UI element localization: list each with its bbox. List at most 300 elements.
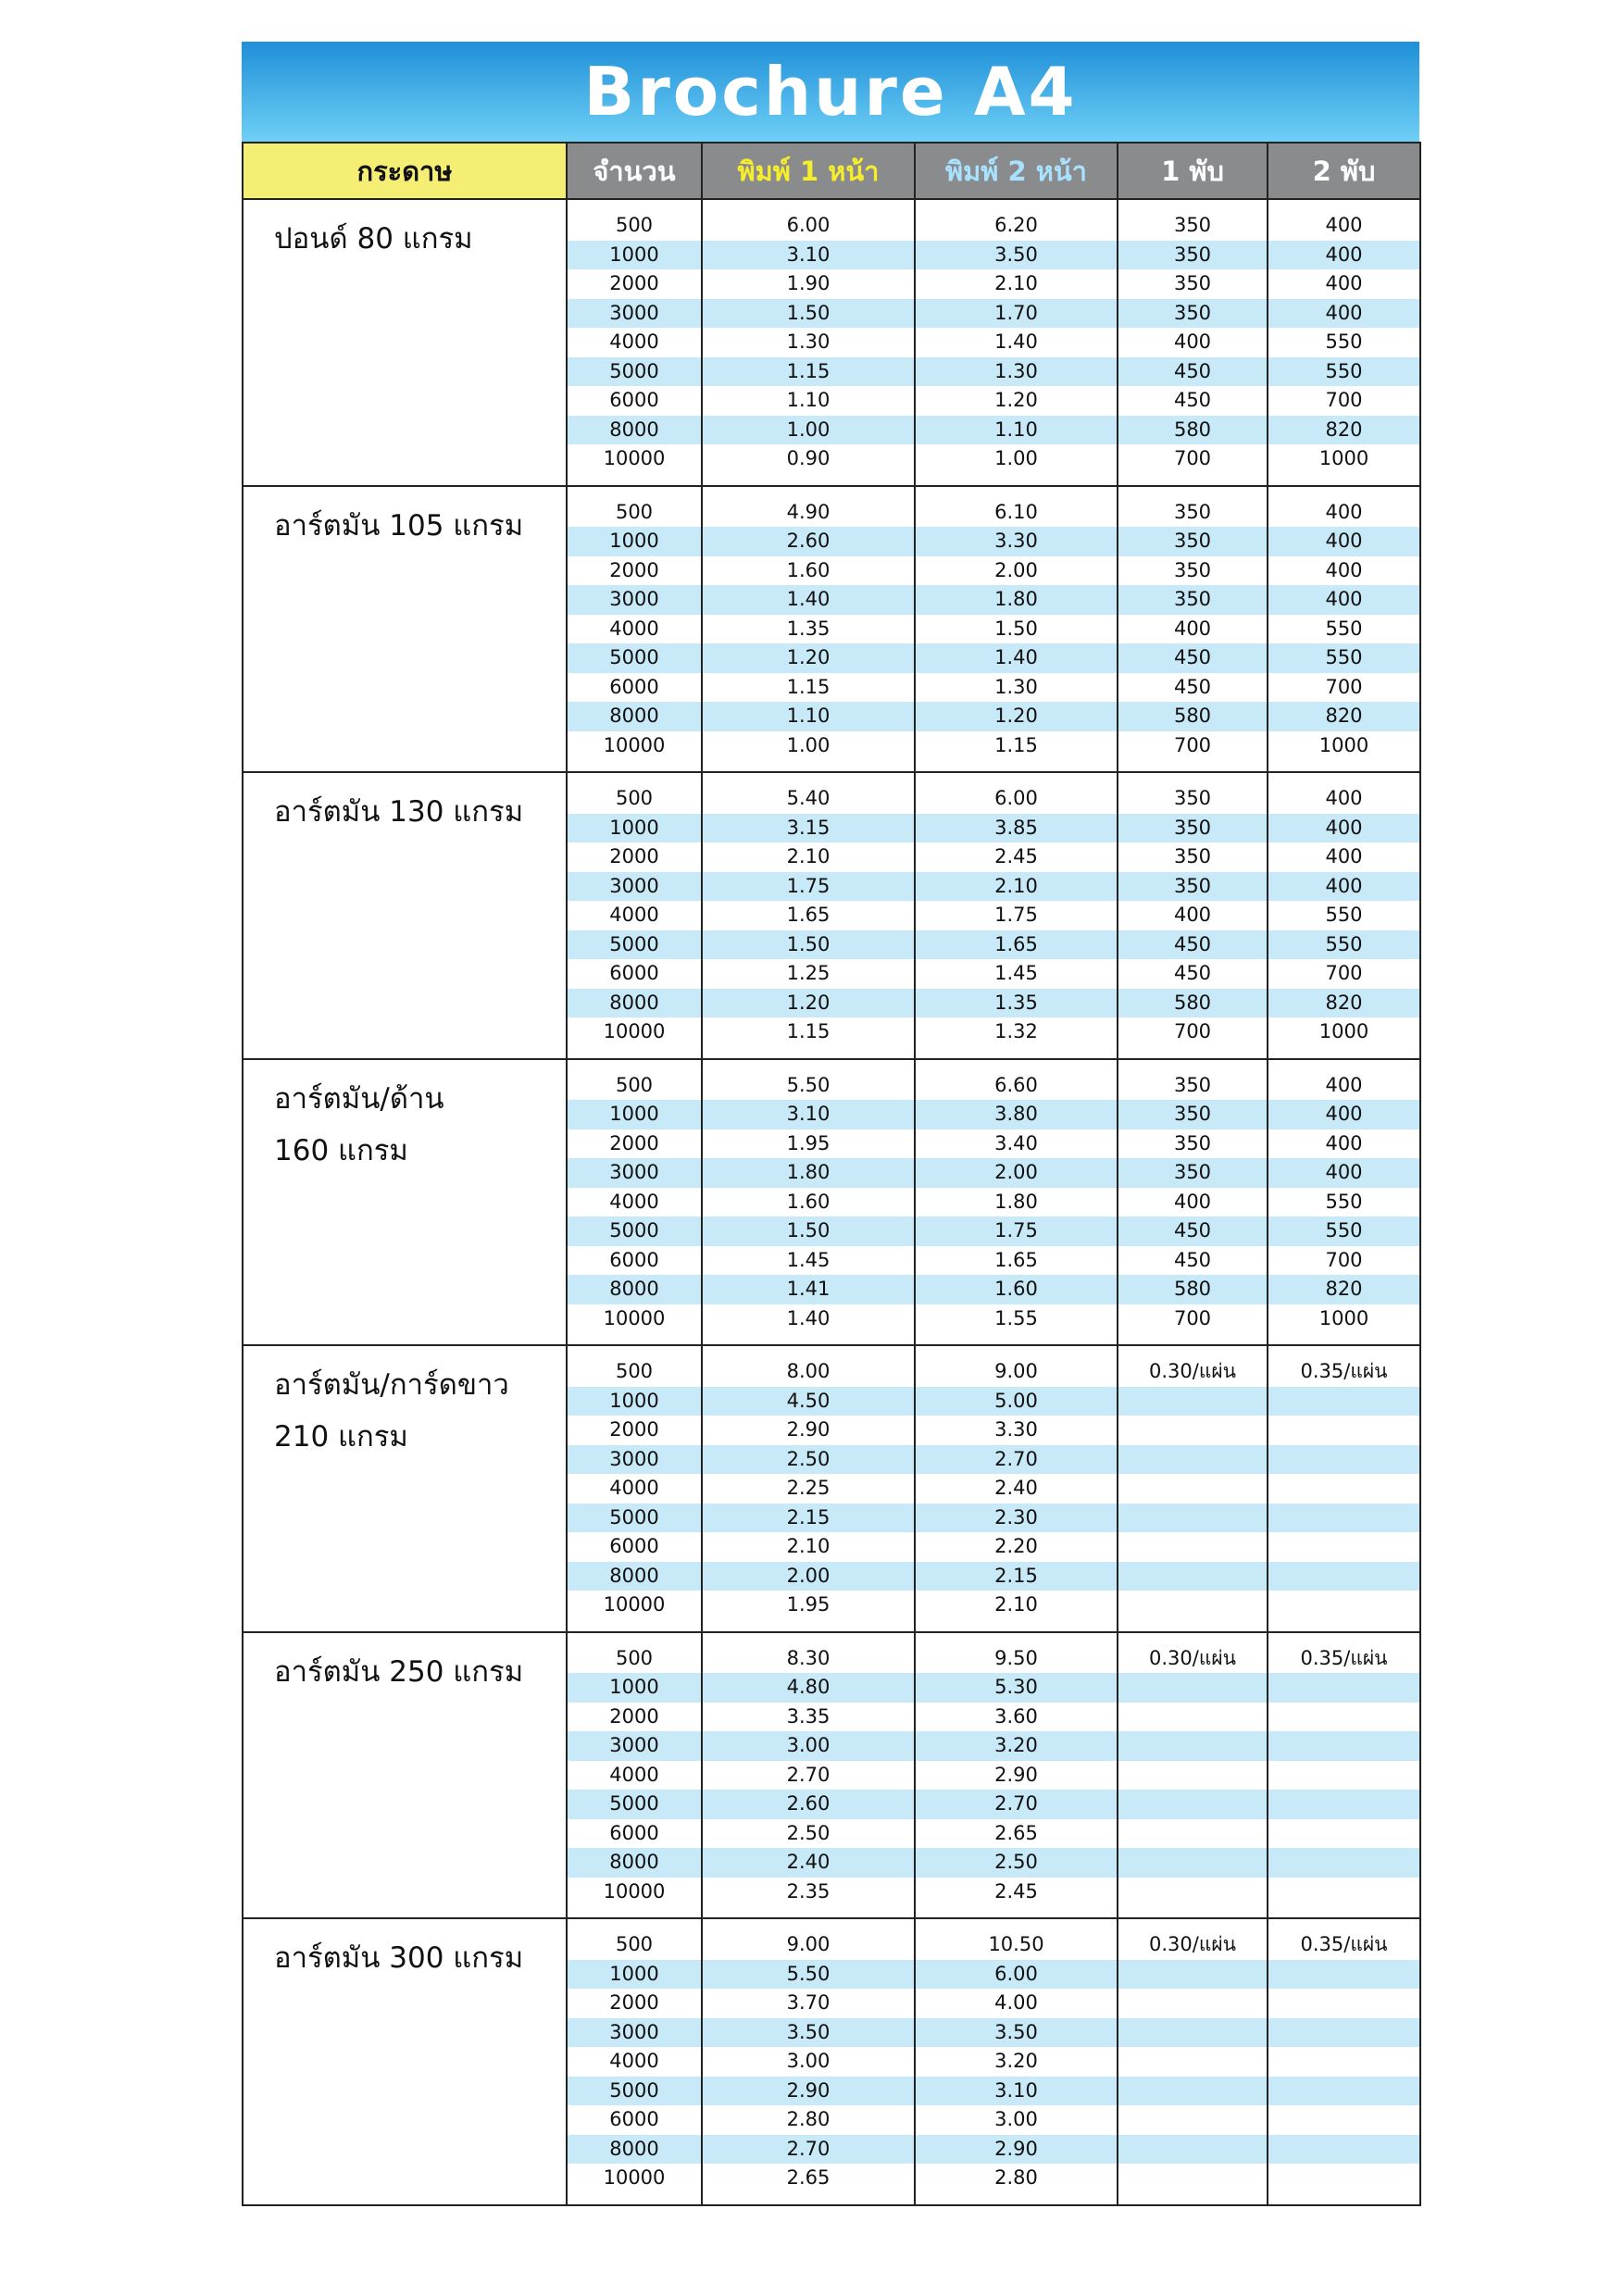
print-one-side-cell: 3.50 (702, 2018, 915, 2048)
print-two-sides-cell: 3.20 (915, 2047, 1118, 2077)
print-two-sides-cell: 2.00 (915, 1158, 1118, 1188)
print-two-sides-cell: 3.20 (915, 1731, 1118, 1761)
quantity-cell: 5000 (567, 1504, 702, 1533)
print-one-side-cell: 4.80 (702, 1673, 915, 1703)
one-fold-cell (1118, 1731, 1268, 1761)
quantity-cell: 2000 (567, 842, 702, 872)
one-fold-cell: 400 (1118, 1188, 1268, 1217)
paper-type-label: อาร์ตมัน 250 แกรม (274, 1654, 524, 1689)
print-one-side-cell: 3.00 (702, 1731, 915, 1761)
two-fold-cell: 400 (1268, 486, 1420, 528)
two-fold-cell: 400 (1268, 1158, 1420, 1188)
quantity-cell: 6000 (567, 673, 702, 703)
print-one-side-cell: 3.35 (702, 1703, 915, 1732)
one-fold-cell: 450 (1118, 1246, 1268, 1276)
two-fold-cell: 400 (1268, 842, 1420, 872)
paper-type-label: อาร์ตมัน 300 แกรม (274, 1941, 524, 1975)
paper-type-cell (243, 1059, 567, 1346)
quantity-cell: 8000 (567, 702, 702, 731)
one-fold-cell: 450 (1118, 959, 1268, 989)
two-fold-cell (1268, 1591, 1420, 1632)
print-one-side-cell: 1.15 (702, 1017, 915, 1059)
one-fold-cell (1118, 1387, 1268, 1416)
two-fold-cell (1268, 1989, 1420, 2018)
print-one-side-cell: 1.50 (702, 930, 915, 960)
one-fold-cell (1118, 1960, 1268, 1990)
quantity-cell: 4000 (567, 1188, 702, 1217)
one-fold-cell: 350 (1118, 299, 1268, 329)
print-two-sides-cell: 2.70 (915, 1790, 1118, 1819)
print-two-sides-cell: 2.00 (915, 556, 1118, 586)
two-fold-cell (1268, 1819, 1420, 1849)
quantity-cell: 500 (567, 772, 702, 814)
one-fold-cell: 350 (1118, 241, 1268, 270)
table-row (243, 1059, 1420, 1101)
two-fold-cell (1268, 1960, 1420, 1990)
print-two-sides-cell: 2.45 (915, 1878, 1118, 1919)
one-fold-cell (1118, 1504, 1268, 1533)
print-two-sides-cell: 1.30 (915, 673, 1118, 703)
two-fold-cell (1268, 1474, 1420, 1504)
quantity-cell: 6000 (567, 1246, 702, 1276)
quantity-cell: 3000 (567, 872, 702, 902)
print-two-sides-cell: 1.75 (915, 1217, 1118, 1246)
print-two-sides-cell: 2.65 (915, 1819, 1118, 1849)
print-one-side-cell: 2.90 (702, 1416, 915, 1445)
print-one-side-cell: 1.41 (702, 1275, 915, 1304)
one-fold-cell (1118, 2164, 1268, 2205)
quantity-cell: 10000 (567, 731, 702, 773)
two-fold-cell (1268, 2047, 1420, 2077)
two-fold-cell: 400 (1268, 1100, 1420, 1129)
two-fold-cell (1268, 1703, 1420, 1732)
print-one-side-cell: 1.15 (702, 673, 915, 703)
print-one-side-cell: 1.30 (702, 328, 915, 357)
two-fold-cell: 820 (1268, 702, 1420, 731)
print-two-sides-cell: 1.55 (915, 1304, 1118, 1346)
print-two-sides-cell: 3.50 (915, 2018, 1118, 2048)
one-fold-cell: 700 (1118, 731, 1268, 773)
print-one-side-cell: 2.15 (702, 1504, 915, 1533)
print-one-side-cell: 1.35 (702, 615, 915, 644)
print-two-sides-cell: 6.20 (915, 199, 1118, 241)
print-two-sides-cell: 1.80 (915, 585, 1118, 615)
print-two-sides-cell: 3.30 (915, 1416, 1118, 1445)
print-one-side-cell: 1.60 (702, 556, 915, 586)
one-fold-cell: 580 (1118, 416, 1268, 445)
print-one-side-cell: 2.35 (702, 1878, 915, 1919)
print-two-sides-cell: 6.10 (915, 486, 1118, 528)
quantity-cell: 3000 (567, 299, 702, 329)
quantity-cell: 2000 (567, 1416, 702, 1445)
print-one-side-cell: 5.50 (702, 1960, 915, 1990)
quantity-cell: 1000 (567, 814, 702, 843)
one-fold-cell: 350 (1118, 527, 1268, 556)
quantity-cell: 3000 (567, 1445, 702, 1475)
quantity-cell: 5000 (567, 1790, 702, 1819)
print-two-sides-cell: 2.40 (915, 1474, 1118, 1504)
print-two-sides-cell: 1.75 (915, 901, 1118, 930)
one-fold-cell (1118, 2135, 1268, 2165)
quantity-cell: 500 (567, 486, 702, 528)
print-two-sides-cell: 2.30 (915, 1504, 1118, 1533)
header-paper: กระดาษ (243, 143, 567, 199)
quantity-cell: 4000 (567, 1474, 702, 1504)
one-fold-cell: 350 (1118, 1100, 1268, 1129)
two-fold-cell: 400 (1268, 556, 1420, 586)
one-fold-cell (1118, 1848, 1268, 1878)
print-one-side-cell: 1.40 (702, 1304, 915, 1346)
print-two-sides-cell: 5.00 (915, 1387, 1118, 1416)
print-two-sides-cell: 2.50 (915, 1848, 1118, 1878)
two-fold-cell: 400 (1268, 872, 1420, 902)
quantity-cell: 5000 (567, 357, 702, 387)
print-one-side-cell: 2.50 (702, 1445, 915, 1475)
print-one-side-cell: 5.40 (702, 772, 915, 814)
quantity-cell: 3000 (567, 2018, 702, 2048)
one-fold-cell: 580 (1118, 1275, 1268, 1304)
one-fold-cell (1118, 1819, 1268, 1849)
quantity-cell: 10000 (567, 1591, 702, 1632)
two-fold-cell (1268, 1848, 1420, 1878)
one-fold-cell: 350 (1118, 772, 1268, 814)
one-fold-cell: 700 (1118, 444, 1268, 486)
print-one-side-cell: 2.70 (702, 1761, 915, 1791)
two-fold-cell: 0.35/แผ่น (1268, 1918, 1420, 1960)
table-row (243, 1918, 1420, 1960)
two-fold-cell: 550 (1268, 328, 1420, 357)
two-fold-cell: 550 (1268, 1217, 1420, 1246)
one-fold-cell: 0.30/แผ่น (1118, 1632, 1268, 1674)
one-fold-cell (1118, 1445, 1268, 1475)
two-fold-cell: 1000 (1268, 731, 1420, 773)
two-fold-cell (1268, 1731, 1420, 1761)
quantity-cell: 500 (567, 1059, 702, 1101)
quantity-cell: 8000 (567, 416, 702, 445)
print-one-side-cell: 1.40 (702, 585, 915, 615)
print-one-side-cell: 1.95 (702, 1129, 915, 1159)
paper-type-label: 160 แกรม (274, 1133, 408, 1167)
print-one-side-cell: 4.50 (702, 1387, 915, 1416)
print-one-side-cell: 1.50 (702, 299, 915, 329)
print-one-side-cell: 9.00 (702, 1918, 915, 1960)
two-fold-cell: 400 (1268, 199, 1420, 241)
print-one-side-cell: 2.60 (702, 1790, 915, 1819)
one-fold-cell: 350 (1118, 872, 1268, 902)
quantity-cell: 8000 (567, 989, 702, 1018)
print-one-side-cell: 2.70 (702, 2135, 915, 2165)
two-fold-cell (1268, 1761, 1420, 1791)
paper-type-cell (243, 1345, 567, 1632)
print-one-side-cell: 2.25 (702, 1474, 915, 1504)
one-fold-cell (1118, 2018, 1268, 2048)
header-one-fold: 1 พับ (1118, 143, 1268, 199)
paper-type-cell (243, 1632, 567, 1919)
one-fold-cell: 400 (1118, 901, 1268, 930)
quantity-cell: 3000 (567, 1158, 702, 1188)
quantity-cell: 6000 (567, 1819, 702, 1849)
print-two-sides-cell: 1.00 (915, 444, 1118, 486)
one-fold-cell: 450 (1118, 386, 1268, 416)
print-two-sides-cell: 6.00 (915, 772, 1118, 814)
header-row (243, 143, 1420, 199)
print-one-side-cell: 1.65 (702, 901, 915, 930)
print-two-sides-cell: 1.20 (915, 702, 1118, 731)
price-sheet (242, 42, 1419, 2206)
quantity-cell: 1000 (567, 1960, 702, 1990)
print-one-side-cell: 1.25 (702, 959, 915, 989)
two-fold-cell: 550 (1268, 1188, 1420, 1217)
two-fold-cell: 400 (1268, 527, 1420, 556)
print-two-sides-cell: 5.30 (915, 1673, 1118, 1703)
quantity-cell: 10000 (567, 1017, 702, 1059)
print-two-sides-cell: 2.45 (915, 842, 1118, 872)
two-fold-cell (1268, 2105, 1420, 2135)
print-one-side-cell: 5.50 (702, 1059, 915, 1101)
quantity-cell: 6000 (567, 386, 702, 416)
print-two-sides-cell: 3.00 (915, 2105, 1118, 2135)
header-print-two-sides: พิมพ์ 2 หน้า (915, 143, 1118, 199)
table-row (243, 486, 1420, 528)
print-one-side-cell: 1.75 (702, 872, 915, 902)
print-two-sides-cell: 2.90 (915, 2135, 1118, 2165)
print-two-sides-cell: 4.00 (915, 1989, 1118, 2018)
two-fold-cell: 0.35/แผ่น (1268, 1632, 1420, 1674)
two-fold-cell: 400 (1268, 299, 1420, 329)
paper-type-label: 210 แกรม (274, 1420, 408, 1454)
one-fold-cell: 350 (1118, 842, 1268, 872)
one-fold-cell (1118, 2077, 1268, 2106)
quantity-cell: 4000 (567, 901, 702, 930)
two-fold-cell: 550 (1268, 615, 1420, 644)
paper-type-label: อาร์ตมัน 105 แกรม (274, 508, 524, 543)
print-one-side-cell: 2.65 (702, 2164, 915, 2205)
quantity-cell: 10000 (567, 444, 702, 486)
two-fold-cell: 820 (1268, 416, 1420, 445)
two-fold-cell: 1000 (1268, 1017, 1420, 1059)
print-one-side-cell: 2.10 (702, 1532, 915, 1562)
two-fold-cell (1268, 1504, 1420, 1533)
print-two-sides-cell: 1.15 (915, 731, 1118, 773)
print-two-sides-cell: 1.65 (915, 1246, 1118, 1276)
paper-type-cell (243, 1918, 567, 2205)
two-fold-cell (1268, 1532, 1420, 1562)
one-fold-cell: 350 (1118, 269, 1268, 299)
table-row (243, 772, 1420, 814)
paper-type-label: อาร์ตมัน/ด้าน (274, 1081, 444, 1116)
page-title: Brochure A4 (583, 53, 1078, 131)
print-two-sides-cell: 1.20 (915, 386, 1118, 416)
print-one-side-cell: 1.50 (702, 1217, 915, 1246)
print-two-sides-cell: 6.60 (915, 1059, 1118, 1101)
one-fold-cell (1118, 1562, 1268, 1591)
print-one-side-cell: 1.20 (702, 643, 915, 673)
print-one-side-cell: 1.00 (702, 416, 915, 445)
one-fold-cell: 450 (1118, 930, 1268, 960)
print-two-sides-cell: 1.65 (915, 930, 1118, 960)
print-two-sides-cell: 9.50 (915, 1632, 1118, 1674)
title-banner (242, 42, 1419, 142)
one-fold-cell (1118, 1532, 1268, 1562)
two-fold-cell (1268, 2077, 1420, 2106)
quantity-cell: 500 (567, 1632, 702, 1674)
print-one-side-cell: 2.50 (702, 1819, 915, 1849)
one-fold-cell: 350 (1118, 486, 1268, 528)
paper-type-label: อาร์ตมัน/การ์ดขาว (274, 1368, 509, 1402)
two-fold-cell: 400 (1268, 772, 1420, 814)
print-two-sides-cell: 10.50 (915, 1918, 1118, 1960)
print-one-side-cell: 1.15 (702, 357, 915, 387)
two-fold-cell: 700 (1268, 1246, 1420, 1276)
one-fold-cell: 450 (1118, 673, 1268, 703)
two-fold-cell: 400 (1268, 269, 1420, 299)
two-fold-cell (1268, 1416, 1420, 1445)
print-two-sides-cell: 1.35 (915, 989, 1118, 1018)
print-two-sides-cell: 1.80 (915, 1188, 1118, 1217)
print-one-side-cell: 2.80 (702, 2105, 915, 2135)
print-one-side-cell: 2.60 (702, 527, 915, 556)
quantity-cell: 2000 (567, 1129, 702, 1159)
print-two-sides-cell: 3.30 (915, 527, 1118, 556)
quantity-cell: 5000 (567, 643, 702, 673)
print-two-sides-cell: 2.10 (915, 1591, 1118, 1632)
quantity-cell: 5000 (567, 2077, 702, 2106)
print-two-sides-cell: 1.40 (915, 328, 1118, 357)
two-fold-cell: 400 (1268, 585, 1420, 615)
quantity-cell: 1000 (567, 1673, 702, 1703)
two-fold-cell (1268, 1562, 1420, 1591)
one-fold-cell: 700 (1118, 1017, 1268, 1059)
one-fold-cell: 400 (1118, 328, 1268, 357)
two-fold-cell: 0.35/แผ่น (1268, 1345, 1420, 1387)
quantity-cell: 1000 (567, 241, 702, 270)
print-two-sides-cell: 1.30 (915, 357, 1118, 387)
header-quantity: จำนวน (567, 143, 702, 199)
one-fold-cell: 350 (1118, 585, 1268, 615)
quantity-cell: 8000 (567, 1275, 702, 1304)
quantity-cell: 500 (567, 199, 702, 241)
quantity-cell: 2000 (567, 269, 702, 299)
print-two-sides-cell: 2.10 (915, 269, 1118, 299)
print-two-sides-cell: 1.45 (915, 959, 1118, 989)
one-fold-cell (1118, 1474, 1268, 1504)
header-print-one-side: พิมพ์ 1 หน้า (702, 143, 915, 199)
one-fold-cell: 350 (1118, 199, 1268, 241)
print-two-sides-cell: 2.70 (915, 1445, 1118, 1475)
quantity-cell: 500 (567, 1345, 702, 1387)
print-two-sides-cell: 1.10 (915, 416, 1118, 445)
two-fold-cell (1268, 1878, 1420, 1919)
print-two-sides-cell: 3.80 (915, 1100, 1118, 1129)
print-two-sides-cell: 1.70 (915, 299, 1118, 329)
print-two-sides-cell: 3.40 (915, 1129, 1118, 1159)
quantity-cell: 6000 (567, 1532, 702, 1562)
paper-type-label: ปอนด์ 80 แกรม (274, 222, 473, 256)
quantity-cell: 6000 (567, 2105, 702, 2135)
two-fold-cell: 700 (1268, 673, 1420, 703)
one-fold-cell: 580 (1118, 702, 1268, 731)
one-fold-cell (1118, 1761, 1268, 1791)
one-fold-cell: 0.30/แผ่น (1118, 1918, 1268, 1960)
quantity-cell: 500 (567, 1918, 702, 1960)
two-fold-cell: 700 (1268, 959, 1420, 989)
one-fold-cell (1118, 2047, 1268, 2077)
one-fold-cell (1118, 2105, 1268, 2135)
two-fold-cell: 1000 (1268, 444, 1420, 486)
one-fold-cell: 580 (1118, 989, 1268, 1018)
print-one-side-cell: 0.90 (702, 444, 915, 486)
one-fold-cell (1118, 1878, 1268, 1919)
print-two-sides-cell: 3.10 (915, 2077, 1118, 2106)
one-fold-cell: 350 (1118, 556, 1268, 586)
print-one-side-cell: 2.40 (702, 1848, 915, 1878)
print-one-side-cell: 8.00 (702, 1345, 915, 1387)
print-one-side-cell: 3.10 (702, 1100, 915, 1129)
quantity-cell: 4000 (567, 2047, 702, 2077)
price-table-body (243, 199, 1420, 2205)
two-fold-cell: 820 (1268, 989, 1420, 1018)
print-one-side-cell: 2.10 (702, 842, 915, 872)
print-two-sides-cell: 1.60 (915, 1275, 1118, 1304)
print-one-side-cell: 3.10 (702, 241, 915, 270)
print-two-sides-cell: 3.50 (915, 241, 1118, 270)
print-two-sides-cell: 2.15 (915, 1562, 1118, 1591)
print-one-side-cell: 3.00 (702, 2047, 915, 2077)
paper-type-cell (243, 772, 567, 1059)
header-two-fold: 2 พับ (1268, 143, 1420, 199)
two-fold-cell: 700 (1268, 386, 1420, 416)
two-fold-cell (1268, 1387, 1420, 1416)
one-fold-cell (1118, 1673, 1268, 1703)
print-one-side-cell: 4.90 (702, 486, 915, 528)
two-fold-cell (1268, 2164, 1420, 2205)
quantity-cell: 1000 (567, 1387, 702, 1416)
print-two-sides-cell: 3.60 (915, 1703, 1118, 1732)
print-two-sides-cell: 2.90 (915, 1761, 1118, 1791)
one-fold-cell (1118, 1790, 1268, 1819)
print-one-side-cell: 1.60 (702, 1188, 915, 1217)
print-one-side-cell: 1.10 (702, 702, 915, 731)
one-fold-cell: 400 (1118, 615, 1268, 644)
print-two-sides-cell: 1.32 (915, 1017, 1118, 1059)
quantity-cell: 8000 (567, 1848, 702, 1878)
two-fold-cell: 550 (1268, 357, 1420, 387)
quantity-cell: 5000 (567, 1217, 702, 1246)
one-fold-cell (1118, 1591, 1268, 1632)
one-fold-cell (1118, 1703, 1268, 1732)
two-fold-cell: 550 (1268, 901, 1420, 930)
print-one-side-cell: 1.10 (702, 386, 915, 416)
quantity-cell: 5000 (567, 930, 702, 960)
two-fold-cell: 550 (1268, 930, 1420, 960)
print-one-side-cell: 2.00 (702, 1562, 915, 1591)
table-row (243, 1632, 1420, 1674)
two-fold-cell (1268, 1673, 1420, 1703)
print-one-side-cell: 6.00 (702, 199, 915, 241)
print-two-sides-cell: 1.50 (915, 615, 1118, 644)
quantity-cell: 2000 (567, 1989, 702, 2018)
quantity-cell: 4000 (567, 328, 702, 357)
quantity-cell: 1000 (567, 1100, 702, 1129)
print-two-sides-cell: 1.40 (915, 643, 1118, 673)
one-fold-cell: 350 (1118, 814, 1268, 843)
two-fold-cell: 400 (1268, 1059, 1420, 1101)
print-two-sides-cell: 2.20 (915, 1532, 1118, 1562)
quantity-cell: 10000 (567, 1878, 702, 1919)
one-fold-cell: 350 (1118, 1158, 1268, 1188)
two-fold-cell (1268, 2135, 1420, 2165)
one-fold-cell: 350 (1118, 1129, 1268, 1159)
